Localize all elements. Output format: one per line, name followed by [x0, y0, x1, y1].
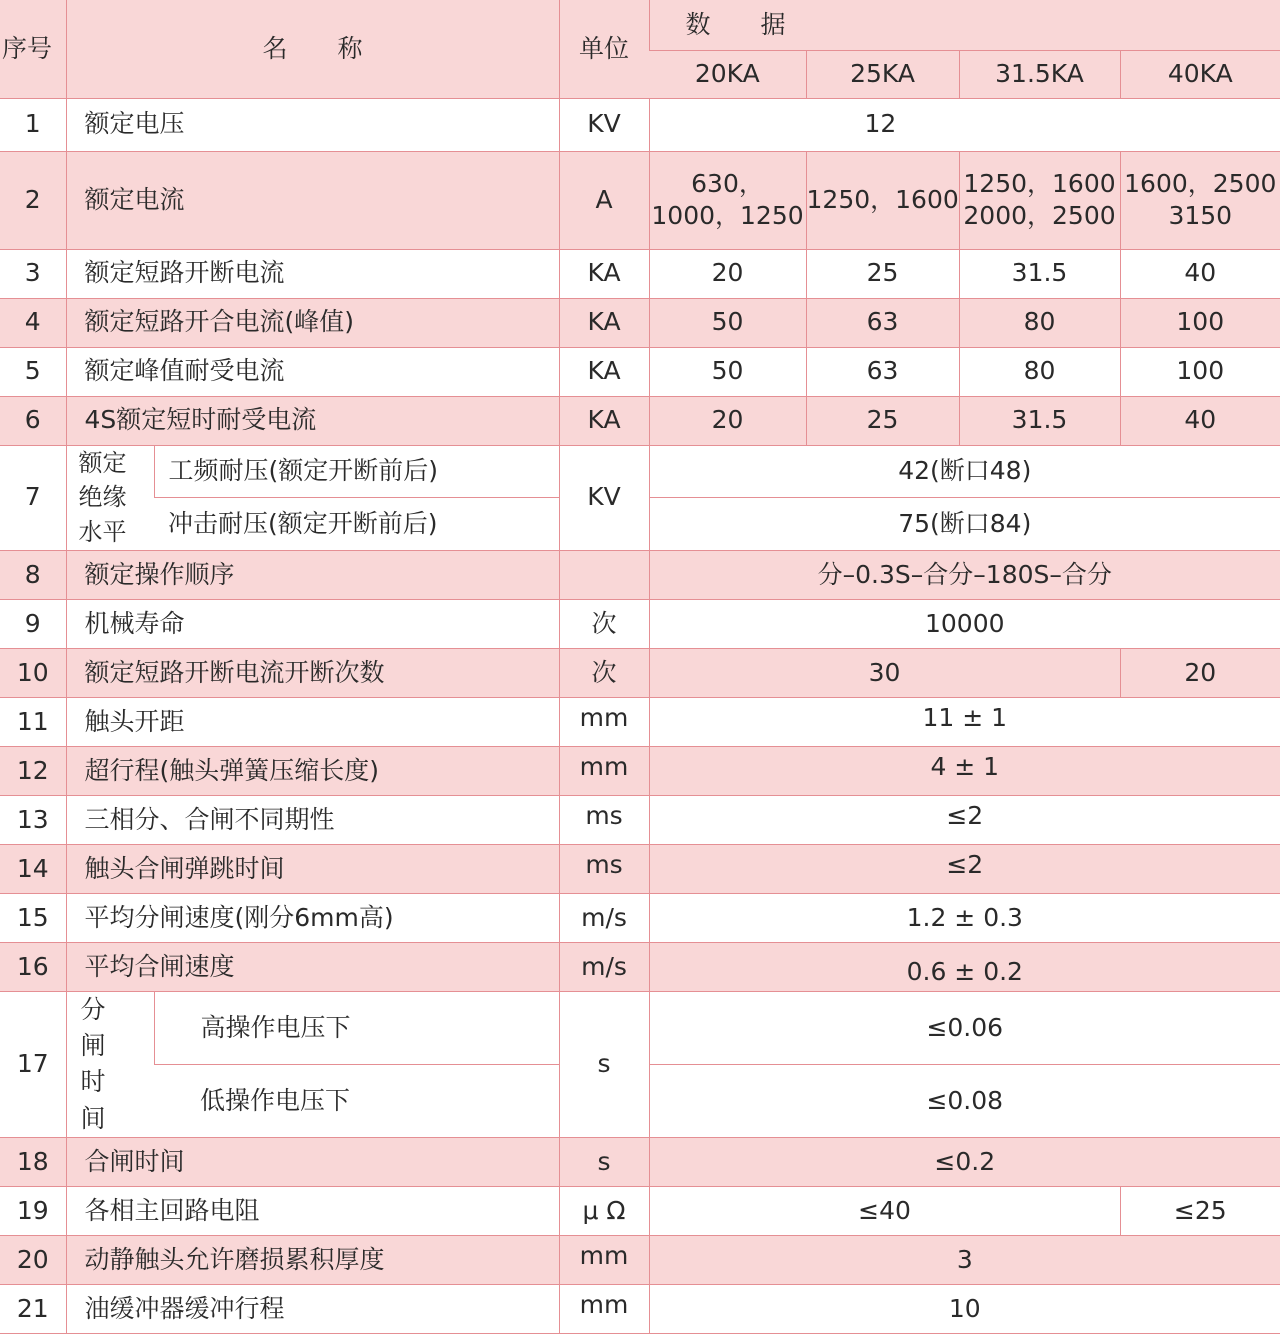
row-value: 11 ± 1	[649, 697, 1280, 746]
row-unit: 次	[559, 648, 649, 697]
row-unit: μ Ω	[559, 1186, 649, 1235]
header-25ka: 25KA	[806, 50, 959, 98]
row-value: ≤0.2	[649, 1137, 1280, 1186]
value-40ka: 40	[1120, 396, 1280, 445]
table-row	[0, 445, 1280, 498]
row-subitem: 工频耐压(额定开断前后)	[154, 445, 559, 498]
row-unit: s	[559, 1137, 649, 1186]
value-20ka: 630，1000，1250	[649, 151, 806, 249]
header-unit: 单位	[559, 0, 649, 98]
header-31-5ka: 31.5KA	[959, 50, 1120, 98]
value-20ka: 20	[649, 396, 806, 445]
value-40ka: 20	[1120, 648, 1280, 697]
row-value: 4 ± 1	[649, 746, 1280, 795]
row-value: 10000	[649, 599, 1280, 648]
row-number: 4	[0, 298, 66, 347]
row-number: 20	[0, 1235, 66, 1284]
value-40ka: 100	[1120, 298, 1280, 347]
value-40ka: 1600，2500 3150	[1120, 151, 1280, 249]
row-name: 超行程(触头弹簧压缩长度)	[66, 746, 559, 795]
row-name: 额定短路开合电流(峰值)	[66, 298, 559, 347]
row-number: 15	[0, 893, 66, 942]
row-name: 触头合闸弹跳时间	[66, 844, 559, 893]
header-40ka: 40KA	[1120, 50, 1280, 98]
table-row	[0, 1235, 1280, 1284]
row-value: 75(断口84)	[649, 498, 1280, 551]
table-row	[0, 347, 1280, 396]
table-row	[0, 599, 1280, 648]
row-number: 16	[0, 942, 66, 991]
row-unit: ms	[559, 795, 649, 844]
table-row	[0, 1284, 1280, 1333]
value-31-5ka: 31.5	[959, 396, 1120, 445]
row-value: 10	[649, 1284, 1280, 1333]
row-value: 0.6 ± 0.2	[649, 942, 1280, 991]
value-20ka: 50	[649, 298, 806, 347]
row-unit: KA	[559, 249, 649, 298]
row-number: 13	[0, 795, 66, 844]
row-value: ≤2	[649, 844, 1280, 893]
header-seq: 序号	[0, 0, 66, 98]
row-name: 平均合闸速度	[66, 942, 559, 991]
row-subitem: 高操作电压下	[154, 991, 559, 1064]
row-number: 9	[0, 599, 66, 648]
value-31-5ka: 31.5	[959, 249, 1120, 298]
row-value: ≤0.08	[649, 1064, 1280, 1137]
row-unit: KV	[559, 98, 649, 151]
table-row	[0, 844, 1280, 893]
row-value: 42(断口48)	[649, 445, 1280, 498]
row-unit: KA	[559, 396, 649, 445]
row-number: 18	[0, 1137, 66, 1186]
row-value: ≤2	[649, 795, 1280, 844]
table-row	[0, 893, 1280, 942]
row-unit: KV	[559, 445, 649, 550]
table-row	[0, 942, 1280, 991]
table-row	[0, 697, 1280, 746]
row-unit: KA	[559, 347, 649, 396]
table-row	[0, 550, 1280, 599]
row-unit: mm	[559, 697, 649, 746]
row-number: 1	[0, 98, 66, 151]
row-unit: A	[559, 151, 649, 249]
row-name: 触头开距	[66, 697, 559, 746]
value-31-5ka: 1250，1600 2000，2500	[959, 151, 1120, 249]
row-number: 3	[0, 249, 66, 298]
row-unit: mm	[559, 746, 649, 795]
value-40ka: 40	[1120, 249, 1280, 298]
row-name: 额定电压	[66, 98, 559, 151]
row-number: 12	[0, 746, 66, 795]
row-name: 动静触头允许磨损累积厚度	[66, 1235, 559, 1284]
row-unit: mm	[559, 1235, 649, 1284]
row-name: 额定短路开断电流	[66, 249, 559, 298]
row-value: 30	[649, 648, 1120, 697]
row-unit: ms	[559, 844, 649, 893]
value-25ka: 1250，1600	[806, 151, 959, 249]
value-31-5ka: 80	[959, 298, 1120, 347]
value-25ka: 63	[806, 347, 959, 396]
row-name: 平均分闸速度(刚分6mm高)	[66, 893, 559, 942]
row-name: 额定峰值耐受电流	[66, 347, 559, 396]
row-name: 三相分、合闸不同期性	[66, 795, 559, 844]
row-name: 额定电流	[66, 151, 559, 249]
row-name: 机械寿命	[66, 599, 559, 648]
value-25ka: 63	[806, 298, 959, 347]
table-row	[0, 151, 1280, 249]
table-row	[0, 746, 1280, 795]
table-row	[0, 98, 1280, 151]
row-value: 12	[649, 98, 1280, 151]
table-row	[0, 1137, 1280, 1186]
header-data: 数 据	[649, 0, 1280, 50]
row-value: ≤40	[649, 1186, 1120, 1235]
header-name: 名 称	[66, 0, 559, 98]
row-value: 3	[649, 1235, 1280, 1284]
row-value: 分–0.3S–合分–180S–合分	[649, 550, 1280, 599]
row-unit	[559, 550, 649, 599]
value-25ka: 25	[806, 249, 959, 298]
row-unit: m/s	[559, 942, 649, 991]
value-40ka: 100	[1120, 347, 1280, 396]
row-name: 4S额定短时耐受电流	[66, 396, 559, 445]
row-value: ≤0.06	[649, 991, 1280, 1064]
row-group-label: 分闸时间	[66, 991, 154, 1137]
row-subitem: 低操作电压下	[154, 1064, 559, 1137]
table-row	[0, 298, 1280, 347]
row-unit: s	[559, 991, 649, 1137]
row-unit: 次	[559, 599, 649, 648]
table-row	[0, 1186, 1280, 1235]
row-name: 额定短路开断电流开断次数	[66, 648, 559, 697]
header-row	[0, 0, 1280, 50]
row-number: 21	[0, 1284, 66, 1333]
table-row	[0, 648, 1280, 697]
row-subitem: 冲击耐压(额定开断前后)	[154, 498, 559, 551]
table-row	[0, 795, 1280, 844]
value-40ka: ≤25	[1120, 1186, 1280, 1235]
value-25ka: 25	[806, 396, 959, 445]
row-number: 19	[0, 1186, 66, 1235]
header-20ka: 20KA	[649, 50, 806, 98]
row-name: 油缓冲器缓冲行程	[66, 1284, 559, 1333]
row-number: 5	[0, 347, 66, 396]
row-group-label: 额定绝缘水平	[66, 445, 154, 550]
value-31-5ka: 80	[959, 347, 1120, 396]
row-name: 合闸时间	[66, 1137, 559, 1186]
row-number: 17	[0, 991, 66, 1137]
row-unit: m/s	[559, 893, 649, 942]
table-row	[0, 396, 1280, 445]
row-number: 7	[0, 445, 66, 550]
row-number: 6	[0, 396, 66, 445]
row-number: 8	[0, 550, 66, 599]
row-number: 11	[0, 697, 66, 746]
row-unit: KA	[559, 298, 649, 347]
table-row	[0, 249, 1280, 298]
row-name: 各相主回路电阻	[66, 1186, 559, 1235]
row-unit: mm	[559, 1284, 649, 1333]
row-value: 1.2 ± 0.3	[649, 893, 1280, 942]
row-number: 2	[0, 151, 66, 249]
row-name: 额定操作顺序	[66, 550, 559, 599]
table-row	[0, 991, 1280, 1064]
value-20ka: 50	[649, 347, 806, 396]
row-number: 14	[0, 844, 66, 893]
value-20ka: 20	[649, 249, 806, 298]
row-number: 10	[0, 648, 66, 697]
